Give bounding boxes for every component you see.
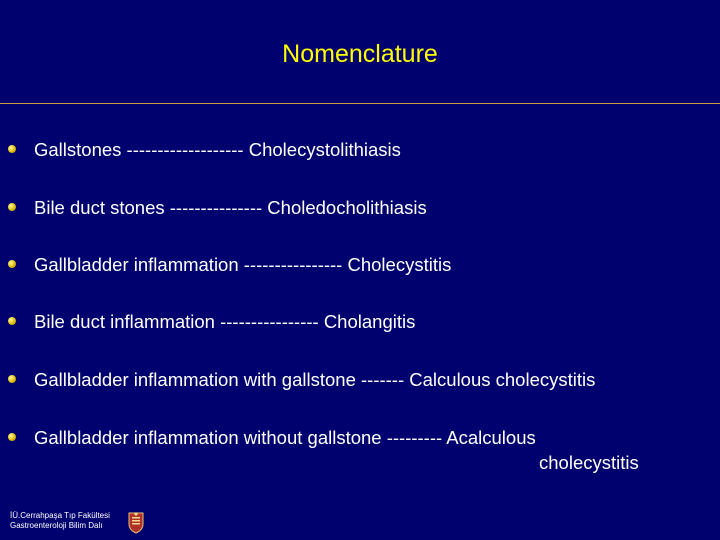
list-item-continuation: cholecystitis [539,452,639,473]
gold-dot-icon [8,375,16,383]
list-item [34,425,536,450]
gold-dot-icon [8,317,16,325]
list-item [34,137,401,162]
list-item [34,367,595,392]
list-item-text: Bile duct inflammation ---------------- Cholangitis [34,311,416,332]
list-item [34,252,451,277]
list-item [34,195,427,220]
list-item [34,309,415,334]
list-item-text: Gallbladder inflammation with gallstone ------- Calculous cholecystitis [34,369,596,390]
footer-line-1: İÜ.Cerrahpaşa Tıp Fakültesi [10,511,110,520]
footer-line-2: Gastroenteroloji Bilim Dalı [10,521,103,530]
gold-dot-icon [8,433,16,441]
list-item-text: Gallbladder inflammation ---------------- Cholecystitis [34,254,452,275]
list-item-text: Bile duct stones --------------- Choledocholithiasis [34,197,427,218]
list-item-text: Gallbladder inflammation without gallstone --------- Acalculous [34,427,536,448]
university-seal-icon [126,510,146,534]
list-item-text: Gallstones ------------------- Cholecystolithiasis [34,139,401,160]
gold-dot-icon [8,203,16,211]
footer-institution [10,511,110,531]
gold-dot-icon [8,145,16,153]
slide-title: Nomenclature [282,40,438,68]
gold-dot-icon [8,260,16,268]
